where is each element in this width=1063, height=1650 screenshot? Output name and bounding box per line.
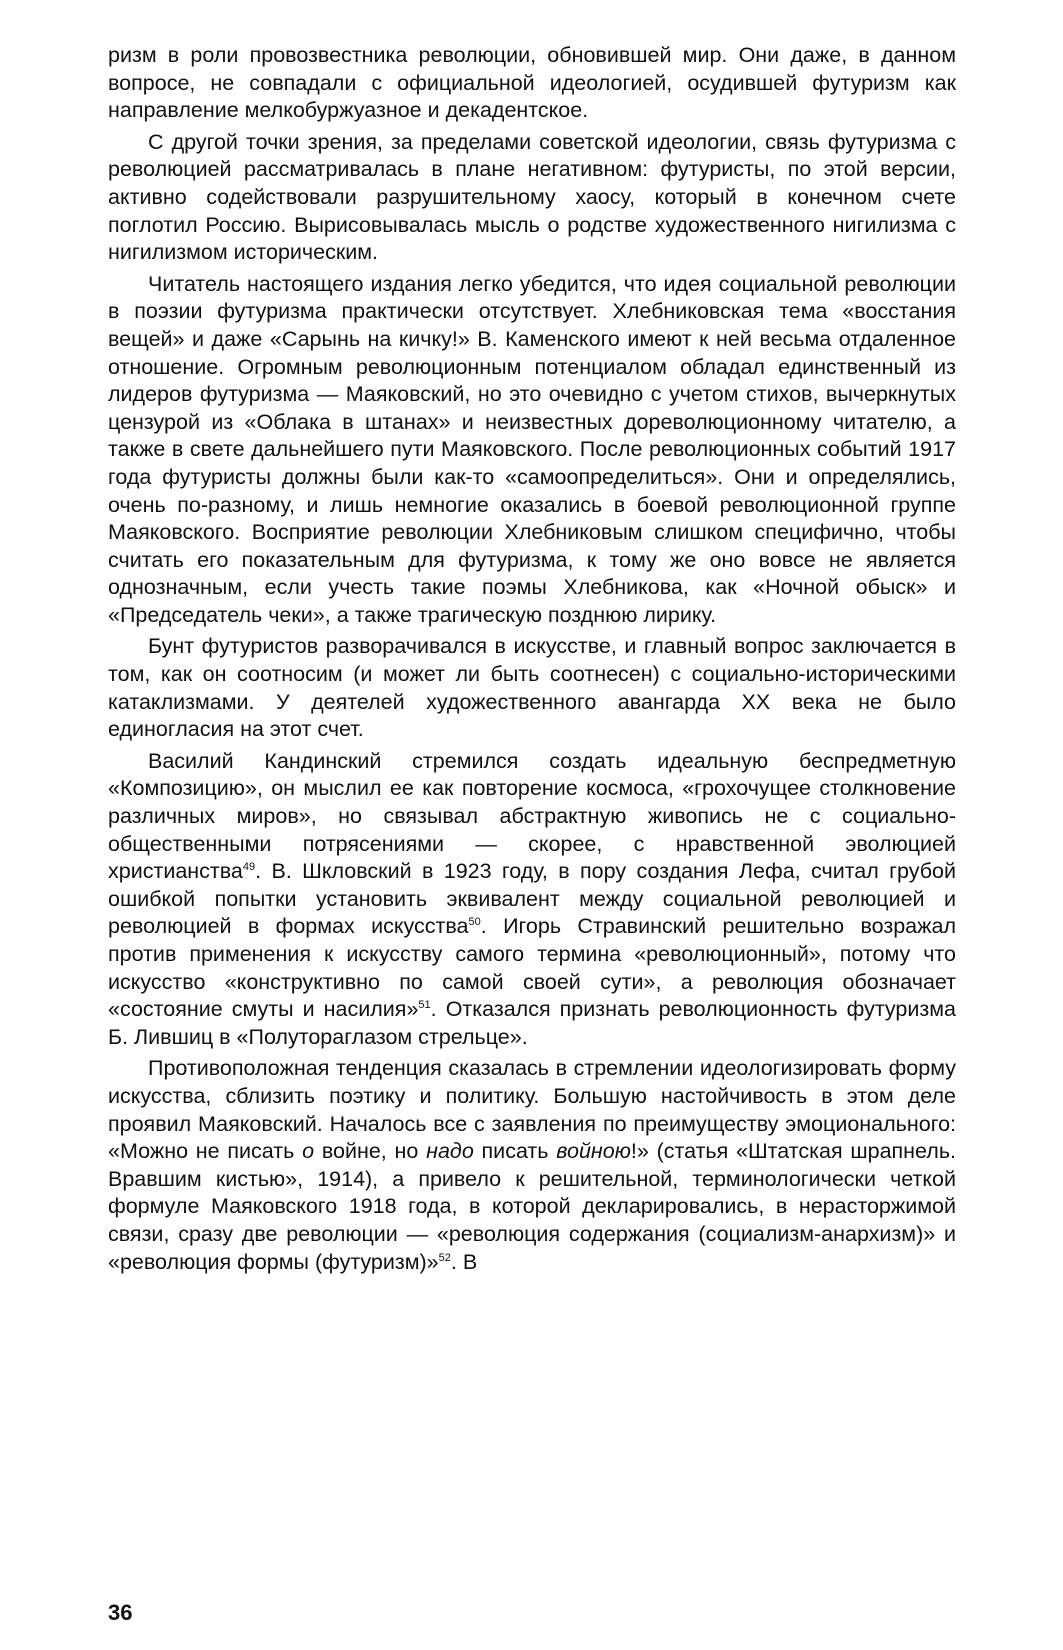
paragraph-text: войне, но xyxy=(314,1139,427,1164)
paragraph-4 xyxy=(108,633,956,743)
italic-emphasis: о xyxy=(302,1139,315,1164)
paragraph-text: Читатель настоящего издания легко убедится, что идея социальной революции в поэзии футуризма практически отсутствует. Хлебниковская тема «восстания вещей» и даже «Сарынь на кичку!» В. Каменского имеют к ней весьма отдаленное отношение. Огромным революционным потенциалом обладал единственный из лидеров футуризма — Маяковский, но это очевидно с учетом стихов, вычеркнутых цензурой из «Облака в штанах» и неизвестных дореволюционному читателю, а также в свете дальнейшего пути Маяковского. После революционных событий 1917 года футуристы должны были как-то «самоопределиться». Они и определялись, очень по-разному, и лишь немногие оказались в боевой революционной группе Маяковского. Восприятие революции Хлебниковым слишком специфично, чтобы считать его показательным для футуризма, к тому же оно вовсе не является однозначным, если учесть такие поэмы Хлебникова, как «Ночной обыск» и «Председатель чеки», а также трагическую позднюю лирику. xyxy=(108,271,956,627)
footnote-ref-50: 50 xyxy=(468,916,481,929)
italic-emphasis: надо xyxy=(426,1139,474,1164)
paragraph-2 xyxy=(108,129,956,267)
paragraph-text: Противоположная тенденция сказалась в стремлении идеологизировать форму искусства, сблизить поэтику и политику. Большую настойчивость в этом деле проявил Маяковский. Началось все с заявления по преимуществу эмоционального: «Можно не писать xyxy=(108,1056,956,1164)
paragraph-text: !» (статья «Штатская шрапнель. Вравшим кистью», 1914), а привело к решительной, терминологически четкой формуле Маяковского 1918 года, в которой декларировались, в нерасторжимой связи, сразу две революции — «революция содержания (социализм-анархизм)» и «революция формы (футуризм)» xyxy=(108,1139,956,1274)
page-number: 36 xyxy=(108,1600,133,1625)
paragraph-text: . В xyxy=(450,1249,478,1274)
paragraph-1 xyxy=(108,42,956,125)
paragraph-text: . Игорь Стравинский решительно возражал против применения к искусству самого термина «революционный», потому что искусство «конструктивно по самой своей сути», а революция обозначает «состояние смуты и насилия» xyxy=(108,914,956,1022)
paragraph-text: . В. Шкловский в 1923 году, в пору создания Лефа, считал грубой ошибкой попытки установить эквивалент между социальной революцией и революцией в формах искусства xyxy=(108,859,956,939)
italic-emphasis: войною xyxy=(556,1139,631,1164)
paragraph-text: ризм в роли провозвестника революции, обновившей мир. Они даже, в данном вопросе, не совпадали с официальной идеологией, осудившей футуризм как направление мелкобуржуазное и декадентское. xyxy=(108,43,956,123)
paragraph-text: Бунт футуристов разворачивался в искусстве, и главный вопрос заключается в том, как он соотносим (и может ли быть соотнесен) с социально-историческими катаклизмами. У деятелей художественного авангарда XX века не было единогласия на этот счет. xyxy=(108,634,956,742)
footnote-ref-49: 49 xyxy=(242,861,256,874)
paragraph-5 xyxy=(108,748,956,1052)
page-body xyxy=(108,42,956,1602)
paragraph-6 xyxy=(108,1055,956,1276)
paragraph-text: писать xyxy=(473,1139,557,1164)
paragraph-text: С другой точки зрения, за пределами советской идеологии, связь футуризма с революцией рассматривалась в плане негативном: футуристы, по этой версии, активно содействовали разрушительному хаосу, который в конечном счете поглотил Россию. Вырисовывалась мысль о родстве художественного нигилизма с нигилизмом историческим. xyxy=(108,129,956,265)
paragraph-text: . Отказался признать революционность футуризма Б. Лившиц в «Полутораглазом стрельце». xyxy=(108,997,956,1049)
footnote-ref-51: 51 xyxy=(418,999,431,1012)
paragraph-3 xyxy=(108,271,956,630)
paragraph-text: Василий Кандинский стремился создать идеальную беспредметную «Композицию», он мыслил ее как повторение космоса, «грохочущее столкновение различных миров», но связывал абстрактную живопись не с социально-общественными потрясениями — скорее, с нравственной эволюцией христианства xyxy=(108,748,956,884)
footnote-ref-52: 52 xyxy=(438,1251,451,1264)
